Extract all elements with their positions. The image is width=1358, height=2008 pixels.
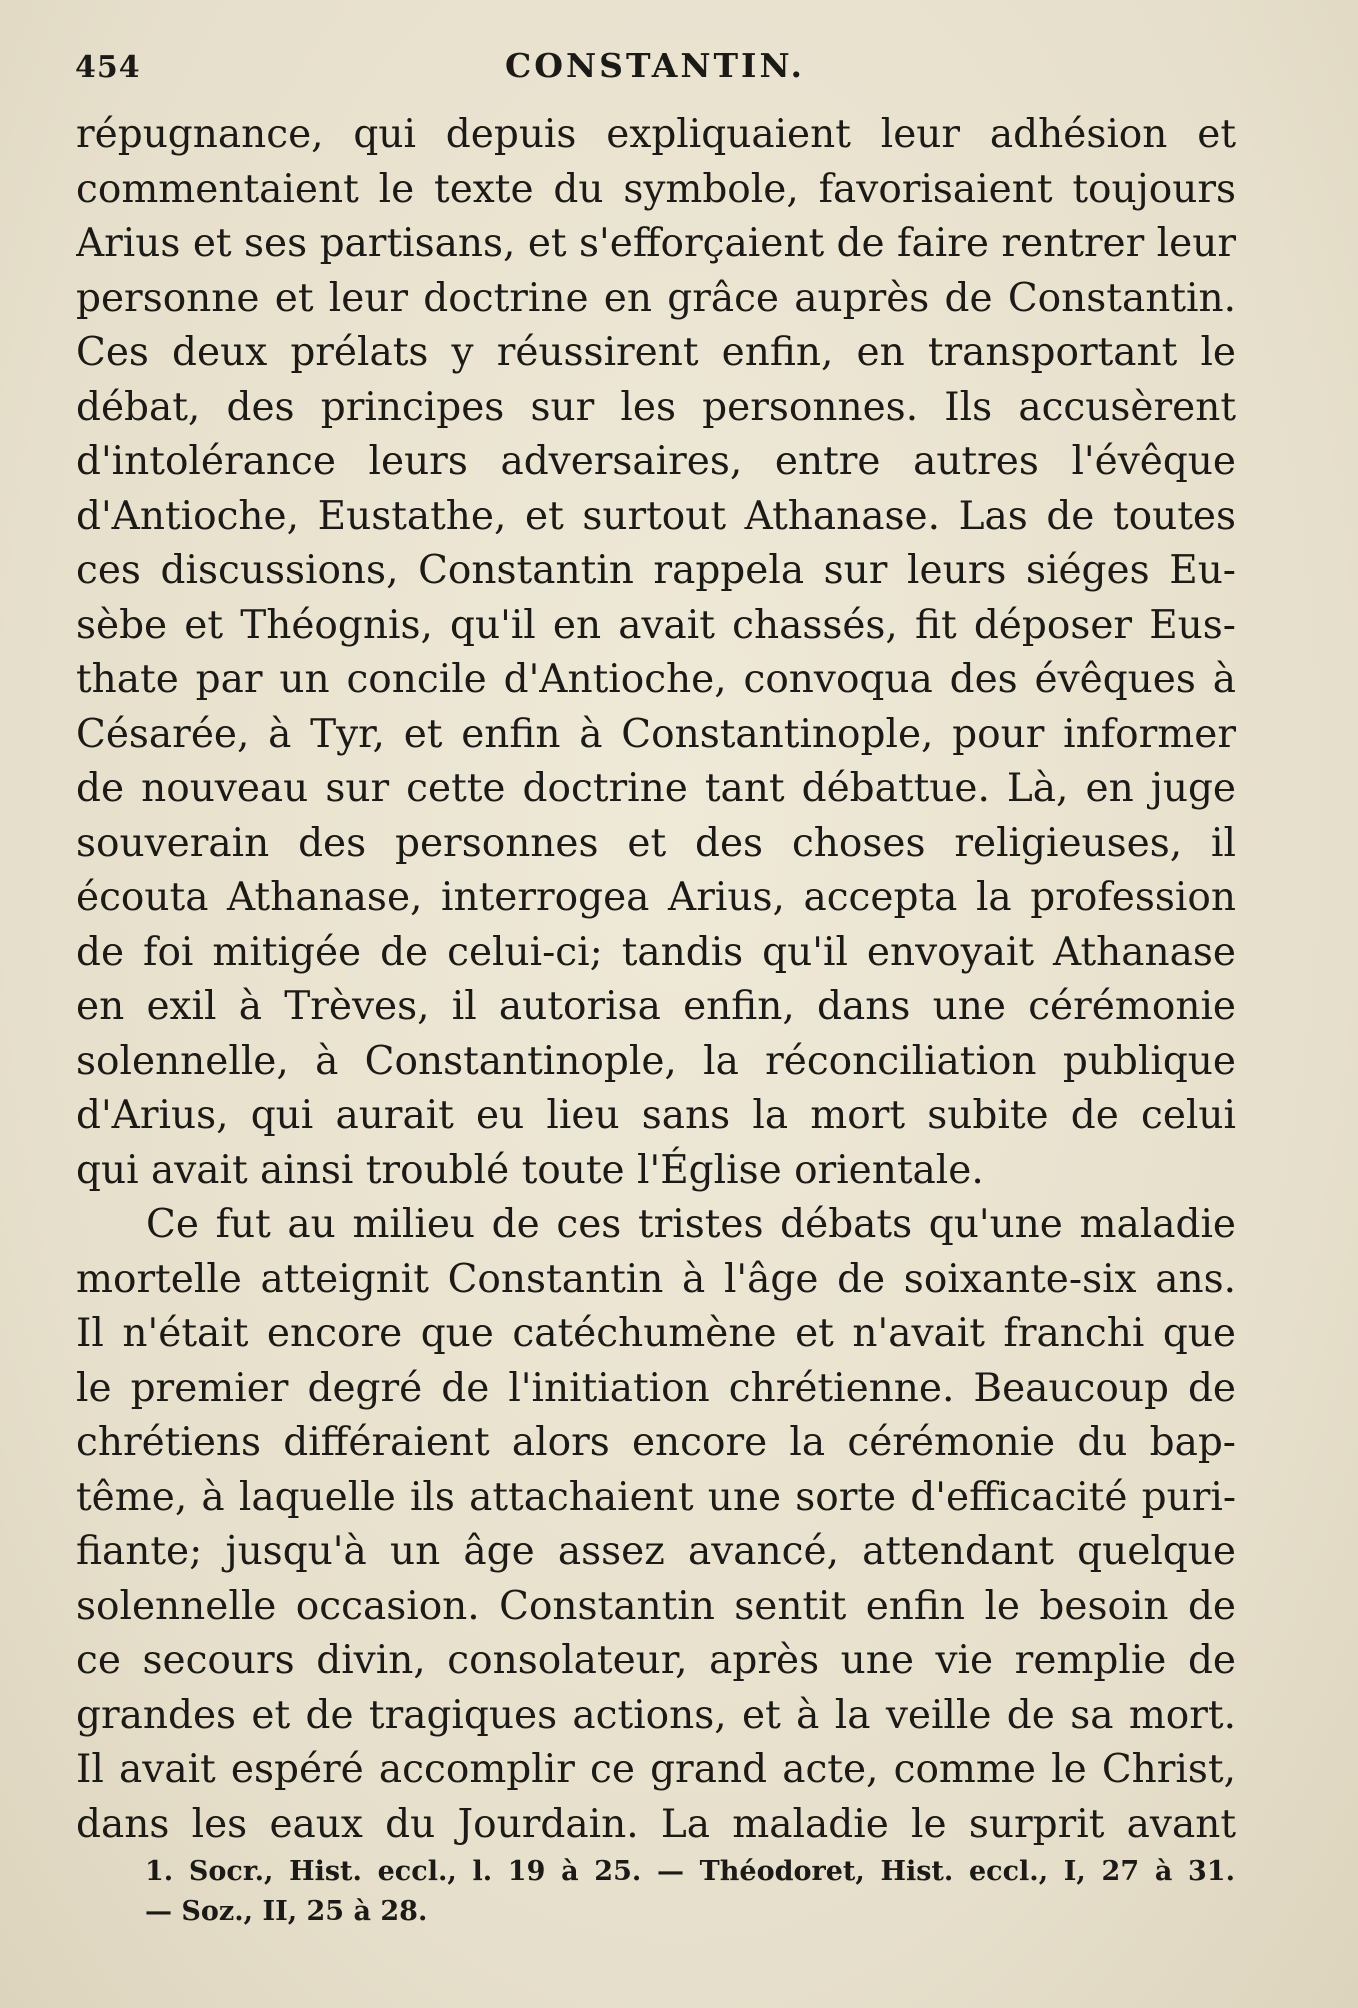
text-line: mortelle atteignit Constantin à l'âge de soixante-six ans. (76, 1256, 1236, 1302)
text-line: d'Antioche, Eustathe, et surtout Athanase. Las de toutes (76, 493, 1236, 539)
text-line: Il n'était encore que catéchumène et n'avait franchi que (76, 1311, 1236, 1356)
text-line: de nouveau sur cette doctrine tant débattue. Là, en juge (76, 766, 1236, 811)
text-line: Il avait espéré accomplir ce grand acte, comme le Christ, (76, 1747, 1236, 1792)
text-line: écouta Athanase, interrogea Arius, accepta la profession (76, 875, 1236, 920)
text-line: ces discussions, Constantin rappela sur leurs siéges Eu- (76, 548, 1236, 593)
footnote-line: — Soz., II, 25 à 28. (145, 1896, 428, 1927)
text-line: en exil à Trèves, il autorisa enfin, dans une cérémonie (76, 984, 1236, 1029)
text-line: le premier degré de l'initiation chrétienne. Beaucoup de (76, 1365, 1236, 1411)
text-line: thate par un concile d'Antioche, convoqua des évêques à (76, 657, 1236, 702)
text-line: grandes et de tragiques actions, et à la veille de sa mort. (76, 1692, 1236, 1738)
text-line: répugnance, qui depuis expliquaient leur adhésion et (76, 112, 1236, 157)
text-line: solennelle, à Constantinople, la réconciliation publique (76, 1038, 1236, 1084)
text-line: tême, à laquelle ils attachaient une sorte d'efficacité puri- (76, 1474, 1236, 1520)
text-line: commentaient le texte du symbole, favorisaient toujours (76, 166, 1236, 212)
text-line: Ces deux prélats y réussirent enfin, en transportant le (76, 330, 1236, 375)
text-line: personne et leur doctrine en grâce auprès de Constantin. (76, 275, 1236, 321)
paragraph-2 (76, 1198, 1236, 1852)
text-line: solennelle occasion. Constantin sentit enfin le besoin de (76, 1583, 1236, 1629)
text-line: Ce fut au milieu de ces tristes débats qu'une maladie (146, 1202, 1236, 1247)
text-line: chrétiens différaient alors encore la cérémonie du bap- (76, 1420, 1236, 1465)
footnote-line: 1. Socr., Hist. eccl., l. 19 à 25. — Théodoret, Hist. eccl., I, 27 à 31. (145, 1856, 1235, 1887)
text-line: Césarée, à Tyr, et enfin à Constantinople, pour informer (76, 711, 1236, 757)
text-line: de foi mitigée de celui-ci; tandis qu'il envoyait Athanase (76, 929, 1236, 975)
text-line: d'intolérance leurs adversaires, entre autres l'évêque (76, 439, 1236, 484)
page-number: 454 (75, 50, 141, 85)
text-line: Arius et ses partisans, et s'efforçaient de faire rentrer leur (76, 221, 1236, 266)
text-line: qui avait ainsi troublé toute l'Église orientale. (76, 1147, 984, 1193)
text-line: dans les eaux du Jourdain. La maladie le surprit avant (76, 1801, 1236, 1847)
text-line: d'Arius, qui aurait eu lieu sans la mort subite de celui (76, 1093, 1236, 1138)
text-line: sèbe et Théognis, qu'il en avait chassés, fit déposer Eus- (76, 602, 1236, 648)
text-line: souverain des personnes et des choses religieuses, il (76, 820, 1236, 866)
paragraph-1 (76, 108, 1236, 1198)
page-header (75, 42, 1235, 92)
running-title: CONSTANTIN. (504, 46, 806, 85)
text-line: fiante; jusqu'à un âge assez avancé, attendant quelque (76, 1529, 1236, 1574)
text-line: ce secours divin, consolateur, après une vie remplie de (76, 1638, 1236, 1683)
footnotes (145, 1852, 1235, 1932)
body-text (76, 108, 1236, 1852)
text-line: débat, des principes sur les personnes. Ils accusèrent (76, 384, 1236, 430)
